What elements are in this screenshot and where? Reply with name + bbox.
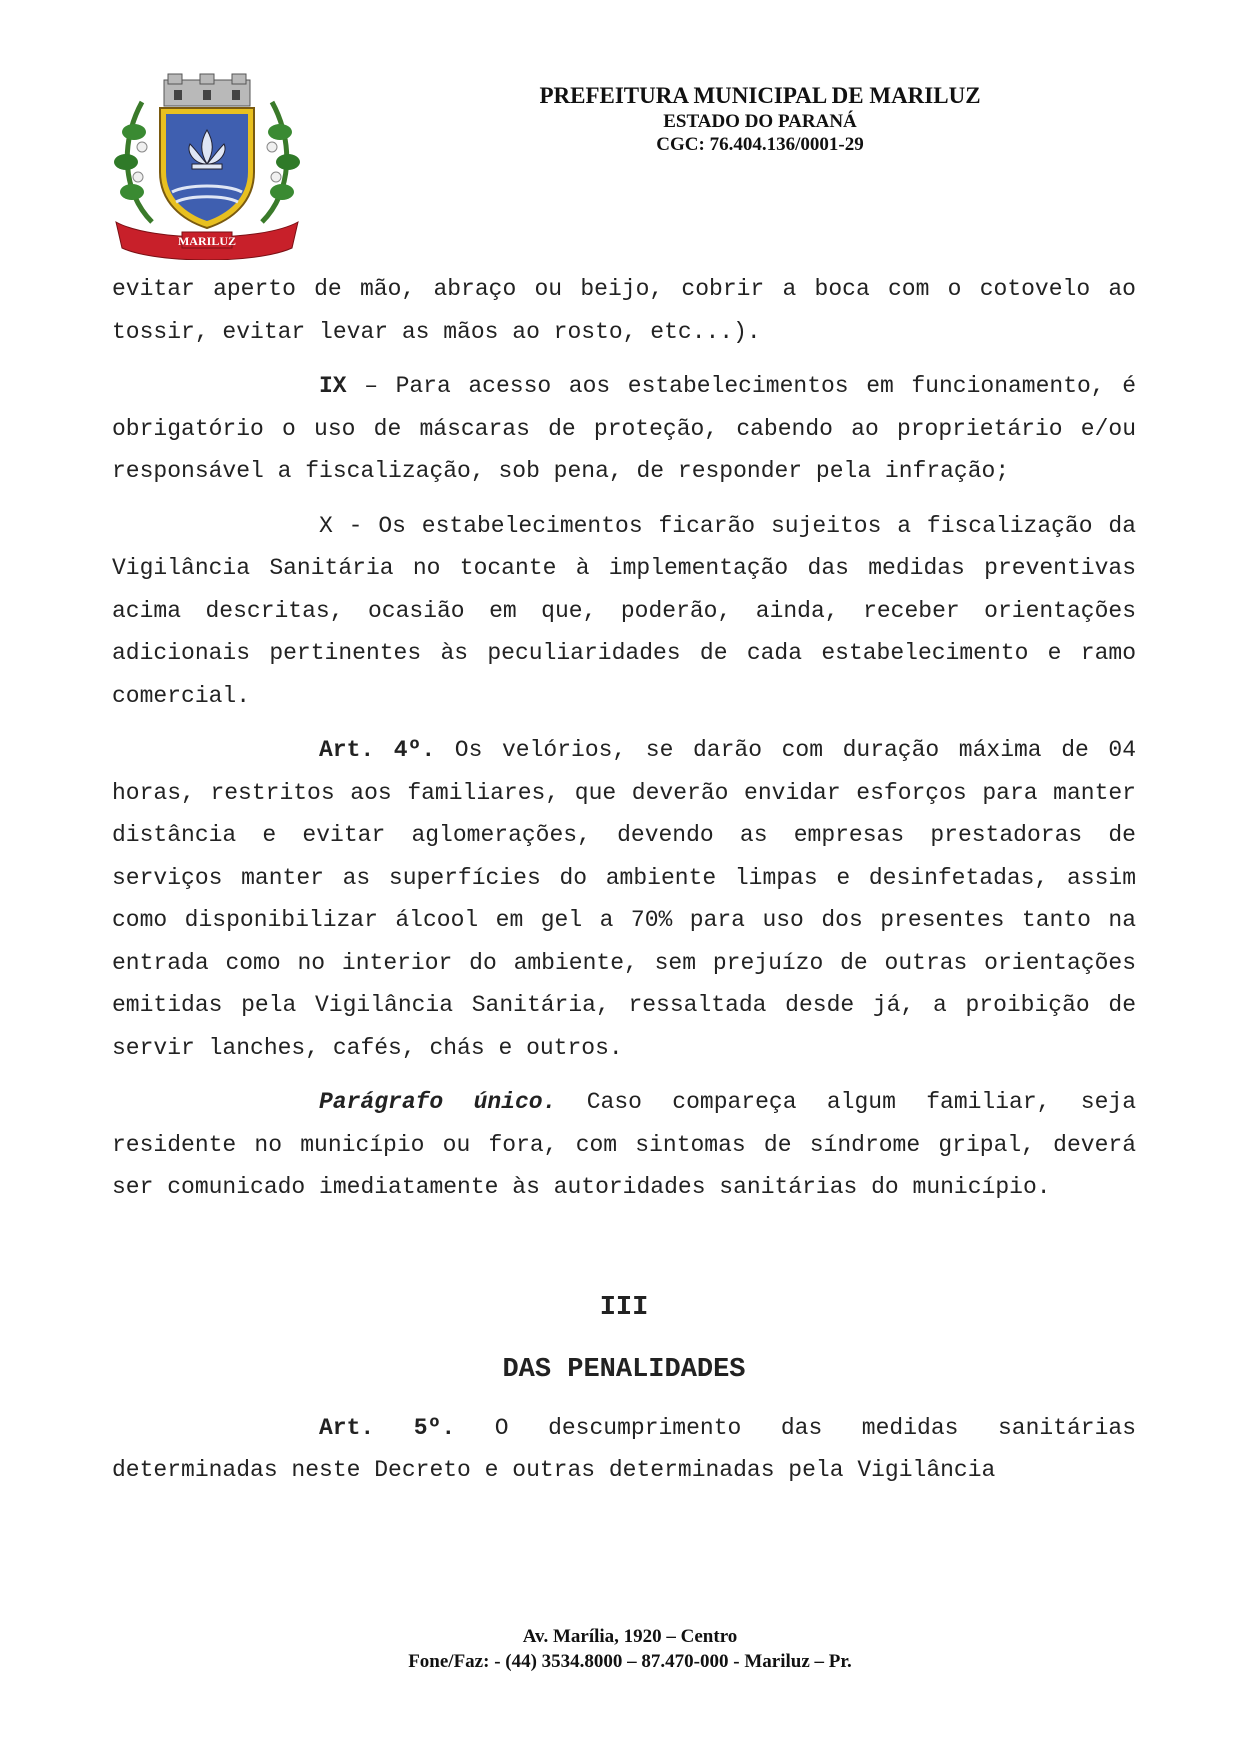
- crest-ribbon-text: MARILUZ: [177, 234, 237, 248]
- paragraph-continuation: evitar aperto de mão, abraço ou beijo, cobrir a boca com o cotovelo ao tossir, evitar levar as mãos ao rosto, etc...).: [112, 276, 1136, 345]
- item-ix-text: – Para acesso aos estabelecimentos em funcionamento, é obrigatório o uso de máscaras de proteção, cabendo ao proprietário e/ou responsável a fiscalização, sob pena, de responder pela infração;: [112, 373, 1136, 484]
- paragraph-item-ix: [112, 365, 1136, 493]
- paragraph-article-5: [112, 1407, 1136, 1492]
- item-ix-label: IX: [319, 373, 347, 399]
- municipal-crest: [112, 72, 302, 260]
- paragraph-sole-paragraph: [112, 1081, 1136, 1209]
- paragraph-item-x: [112, 505, 1136, 718]
- article-5-label: Art. 5º.: [319, 1414, 456, 1441]
- paragraph-article-4: [112, 729, 1136, 1069]
- sole-paragraph-label: Parágrafo único.: [319, 1089, 557, 1115]
- item-x-label: X: [319, 512, 333, 539]
- document-body: [112, 268, 1136, 1504]
- sole-paragraph-text: Caso compareça algum familiar, seja residente no município ou fora, com sintomas de síndrome gripal, deverá ser comunicado imediatamente às autoridades sanitárias do município.: [112, 1089, 1136, 1200]
- page-footer: [340, 1624, 920, 1674]
- item-x-text: - Os estabelecimentos ficarão sujeitos a fiscalização da Vigilância Sanitária no tocante à implementação das medidas preventivas acima descritas, ocasião em que, poderão, ainda, receber orientações adicionais pertinentes às peculiaridades de cada estabelecimento e ramo comercial.: [112, 512, 1136, 709]
- section-number: III: [599, 1292, 649, 1323]
- article-4-text: Os velórios, se darão com duração máxima de 04 horas, restritos aos familiares, que deverão envidar esforços para manter distância e evitar aglomerações, devendo as empresas prestadoras de serviços manter as superfícies do ambiente limpas e desinfetadas, assim como disponibilizar álcool em gel a 70% para uso dos presentes tanto na entrada como no interior do ambiente, sem prejuízo de outras orientações emitidas pela Vigilância Sanitária, ressaltada desde já, a proibição de servir lanches, cafés, chás e outros.: [112, 737, 1136, 1061]
- state-name: ESTADO DO PARANÁ: [663, 111, 857, 132]
- municipality-title: PREFEITURA MUNICIPAL DE MARILUZ: [539, 83, 981, 108]
- letterhead: [440, 82, 1080, 156]
- footer-phone: Fone/Faz: - (44) 3534.8000 – 87.470-000 - Mariluz – Pr.: [408, 1651, 852, 1672]
- footer-address: Av. Marília, 1920 – Centro: [522, 1626, 738, 1647]
- article-4-label: Art. 4º.: [319, 737, 436, 763]
- article-5-text: O descumprimento das medidas sanitárias determinadas neste Decreto e outras determinadas pela Vigilância: [112, 1414, 1136, 1483]
- section-title: DAS PENALIDADES: [502, 1354, 746, 1385]
- cgc-number: CGC: 76.404.136/0001-29: [656, 134, 864, 155]
